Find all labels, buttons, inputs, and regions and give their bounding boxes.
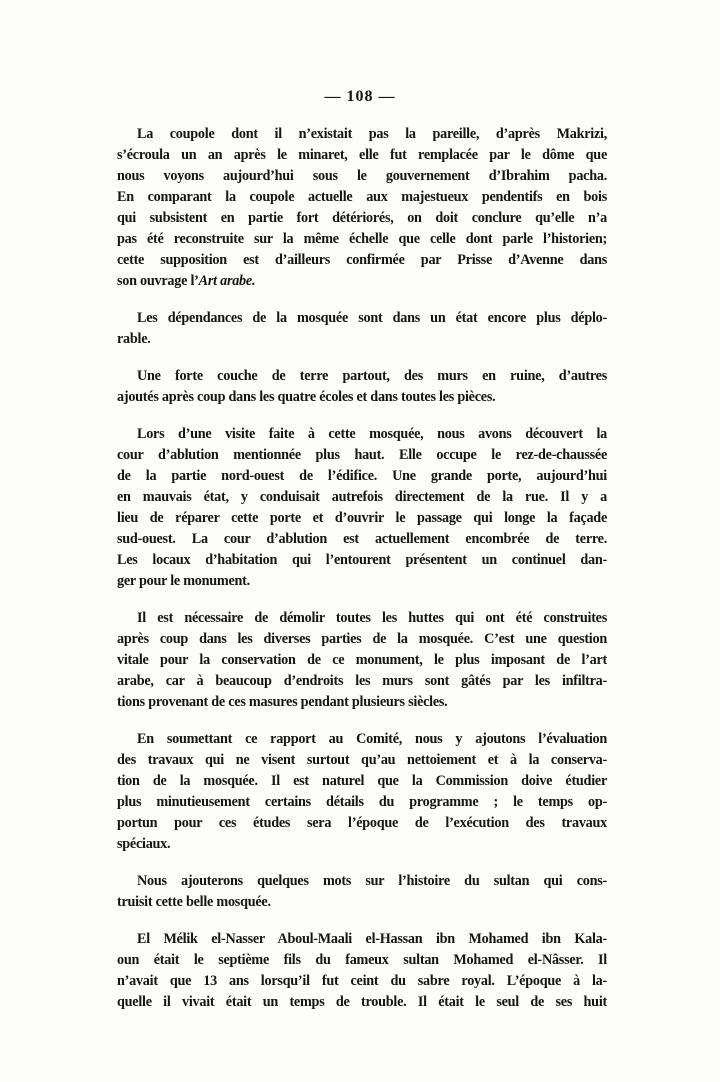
text-segment: son ouvrage l’ <box>117 273 199 289</box>
text-line: La coupole dont il n’existait pas la pareille, d’après Makrizi, <box>137 126 607 142</box>
text-line <box>117 271 607 292</box>
text-line: sud-ouest. La cour d’ablution est actuellement encombrée de terre. <box>117 531 607 547</box>
text-line: Il est nécessaire de démolir toutes les huttes qui ont été construites <box>137 610 607 626</box>
text-line: ajoutés après coup dans les quatre écoles et dans toutes les pièces. <box>117 389 496 405</box>
text-line: arabe, car à beaucoup d’endroits les murs sont gâtés par les infiltra- <box>117 673 607 689</box>
text-line: truisit cette belle mosquée. <box>117 894 271 910</box>
text-line: Lors d’une visite faite à cette mosquée, nous avons découvert la <box>137 426 607 442</box>
text-line: cour d’ablution mentionnée plus haut. Elle occupe le rez-de-chaussée <box>117 447 607 463</box>
text-line: Les locaux d’habitation qui l’entourent présentent un continuel dan- <box>117 552 607 568</box>
text-line: Nous ajouterons quelques mots sur l’histoire du sultan qui cons- <box>137 873 607 889</box>
text-line: des travaux qui ne visent surtout qu’au nettoiement et à la conserva- <box>117 752 607 768</box>
text-line: de la partie nord-ouest de l’édifice. Une grande porte, aujourd’hui <box>117 468 607 484</box>
text-line: rable. <box>117 331 151 347</box>
text-line: n’avait que 13 ans lorsqu’il fut ceint du sabre royal. L’époque à la- <box>117 973 607 989</box>
text-line: après coup dans les diverses parties de la mosquée. C’est une question <box>117 631 607 647</box>
text-line: Une forte couche de terre partout, des murs en ruine, d’autres <box>137 368 607 384</box>
text-line: vitale pour la conservation de ce monument, le plus imposant de l’art <box>117 652 607 668</box>
text-line: En soumettant ce rapport au Comité, nous y ajoutons l’évaluation <box>137 731 607 747</box>
text-block <box>117 124 607 1029</box>
text-line: oun était le septième fils du fameux sultan Mohamed el-Nâsser. Il <box>117 952 607 968</box>
text-line: nous voyons aujourd’hui sous le gouvernement d’Ibrahim pacha. <box>117 168 607 184</box>
text-line: quelle il vivait était un temps de trouble. Il était le seul de ses huit <box>117 994 607 1010</box>
text-line: s’écroula un an après le minaret, elle fut remplacée par le dôme que <box>117 147 607 163</box>
book-title-italic: Art arabe. <box>198 273 256 289</box>
text-line: plus minutieusement certains détails du programme ; le temps op- <box>117 794 607 810</box>
text-line: Les dépendances de la mosquée sont dans un état encore plus déplo- <box>137 310 607 326</box>
text-line: tion de la mosquée. Il est naturel que la Commission doive étudier <box>117 773 607 789</box>
text-line: cette supposition est d’ailleurs confirmée par Prisse d’Avenne dans <box>117 252 607 268</box>
text-line: spéciaux. <box>117 836 171 852</box>
text-line: En comparant la coupole actuelle aux majestueux pendentifs en bois <box>117 189 607 205</box>
page-number: — 108 — <box>324 88 396 105</box>
text-line: El Mélik el-Nasser Aboul-Maali el-Hassan ibn Mohamed ibn Kala- <box>137 931 607 947</box>
text-line: qui subsistent en partie fort détériorés, on doit conclure qu’elle n’a <box>117 210 607 226</box>
text-line: en mauvais état, y conduisait autrefois directement de la rue. Il y a <box>117 489 607 505</box>
text-line: tions provenant de ces masures pendant plusieurs siècles. <box>117 694 448 710</box>
text-line: portun pour ces études sera l’époque de l’exécution des travaux <box>117 815 607 831</box>
text-line: ger pour le monument. <box>117 573 250 589</box>
text-line: lieu de réparer cette porte et d’ouvrir le passage qui longe la façade <box>117 510 607 526</box>
text-line: pas été reconstruite sur la même échelle que celle dont parle l’historien; <box>117 231 607 247</box>
